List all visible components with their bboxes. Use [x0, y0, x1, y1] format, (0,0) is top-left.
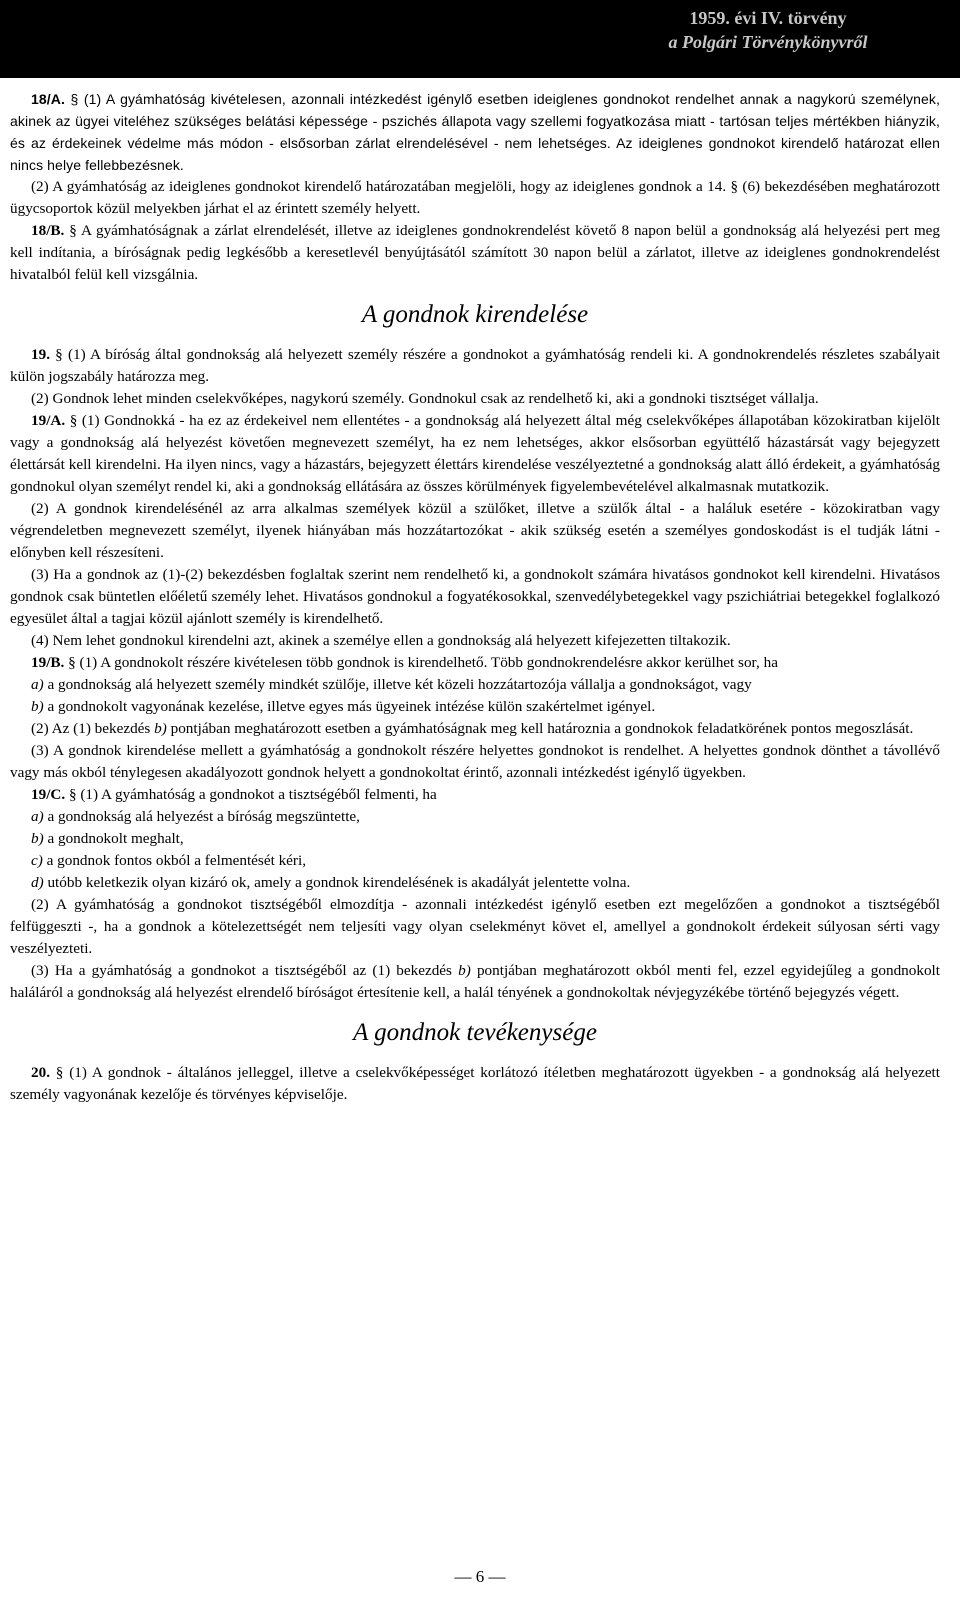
paragraph-text: (2) A gyámhatóság a gondnokot tisztségéből elmozdítja - azonnali intézkedést igénylő esetben ezt megelőzően a gondnokot a tisztségéből felfüggeszti -, ha a gondnok a kötelezettségét nem teljesíti vagy olyan cselekményt követ el, amellyel a gondnokolt érdekeit súlyosan sérti vagy veszélyezteti. [10, 896, 940, 957]
paragraph-text: pontjában meghatározott esetben a gyámhatóságnak meg kell határoznia a gondnokok feladatkörének pontos megoszlását. [166, 720, 914, 737]
paragraph-text: a gondnokság alá helyezett személy mindkét szülője, illetve két közeli hozzátartozója vállalja a gondnokságot, vagy [43, 676, 752, 693]
item-letter: b) [458, 962, 471, 979]
paragraph-text: (2) Az (1) bekezdés [31, 720, 155, 737]
law-title: 1959. évi IV. törvény [689, 8, 847, 28]
item-letter: a) [31, 676, 44, 693]
section-heading: A gondnok tevékenysége [353, 1019, 597, 1046]
document-header [0, 0, 960, 78]
section-number: 19/C. [31, 786, 66, 803]
paragraph [10, 652, 940, 674]
paragraph [10, 498, 940, 564]
section-number: 19/B. [31, 654, 65, 671]
paragraph-text: (3) A gondnok kirendelése mellett a gyámhatóság a gondnokolt részére helyettes gondnokot is rendelhet. A helyettes gondnok dönthet a távollévő vagy más okból ténylegesen akadályozott gondnok helyett a gondnokoltat érintő, azonnali intézkedést igénylő ügyekben. [10, 742, 940, 781]
paragraph-text: § (1) Gondnokká - ha ez az érdekeivel nem ellentétes - a gondnokság alá helyezett által még cselekvőképes állapotában közokiratban kijelölt vagy a gondnokság alá helyezést követően megnevezett személyt, ha ez nem lehetséges, akkor elsősorban együttélő házastársát vagy bejegyzett élettársát kell kirendelni. Ha ilyen nincs, vagy a házastárs, bejegyzett élettárs kirendelése veszélyeztetné a gondnokság alatt álló érdekeit, a gyámhatóság gondnokul olyan személyt rendel ki, aki a gondnokság ellátására az összes körülmények figyelembevételével alkalmasnak mutatkozik. [10, 412, 941, 495]
list-item [10, 828, 940, 850]
section-heading: A gondnok kirendelése [361, 301, 589, 328]
list-item [10, 806, 940, 828]
paragraph-text: (2) A gyámhatóság az ideiglenes gondnokot kirendelő határozatában megjelöli, hogy az ideiglenes gondnok a 14. § (6) bekezdésében meghatározott ügycsoportok közül melyekben járhat el az érintett személy helyett. [10, 178, 940, 217]
list-item [10, 872, 940, 894]
paragraph-text: (3) Ha a gondnok az (1)-(2) bekezdésben foglaltak szerint nem rendelhető ki, a gondnokolt számára hivatásos gondnokot kell kirendelni. Hivatásos gondnok csak büntetlen előéletű személy lehet. Hivatásos gondnokul a fogyatékosokkal, szenvedélybetegekkel vagy pszichiátriai betegekkel foglalkozó egyesület által a tagjai közül ajánlott személy is kirendelhető. [10, 566, 940, 627]
paragraph [10, 388, 940, 410]
paragraph-text: a gondnok fontos okból a felmentését kéri, [42, 852, 306, 869]
paragraph [10, 960, 940, 1004]
paragraph [10, 894, 940, 960]
paragraph [10, 176, 940, 220]
section-number: 19. [31, 346, 50, 363]
item-letter: b) [31, 830, 44, 847]
paragraph [10, 220, 940, 286]
paragraph [10, 740, 940, 784]
paragraph-text: pontjában meghatározott okból menti fel, ezzel egyidejűleg a gondnokolt haláláról a gondnokság alá helyezést elrendelő bíróságot értesítenie kell, a halál tényének a gondnokoltak névjegyzékébe történő bejegyzés végett. [10, 962, 940, 1001]
paragraph-text: a gondnokolt meghalt, [43, 830, 184, 847]
paragraph [10, 718, 940, 740]
paragraph [10, 630, 940, 652]
paragraph-text: (2) Gondnok lehet minden cselekvőképes, nagykorú személy. Gondnokul csak az rendelhető ki, aki a gondnoki tisztséget vállalja. [31, 390, 819, 407]
paragraph [10, 344, 940, 388]
paragraph-text: § (1) A gondnokolt részére kivételesen több gondnok is kirendelhető. Több gondnokrendelésre akkor kerülhet sor, ha [68, 654, 778, 671]
paragraph [10, 564, 940, 630]
list-item [10, 850, 940, 872]
paragraph [10, 88, 940, 176]
section-number: 20. [31, 1064, 50, 1081]
paragraph-text: (4) Nem lehet gondnokul kirendelni azt, akinek a személye ellen a gondnokság alá helyezett kifejezetten tiltakozik. [31, 632, 731, 649]
document-body [10, 88, 940, 1106]
page-number: — 6 — [454, 1567, 506, 1586]
item-letter: b) [154, 720, 167, 737]
paragraph [10, 1062, 940, 1106]
paragraph-text: utóbb keletkezik olyan kizáró ok, amely a gondnok kirendelésének is akadályát jelentette volna. [43, 874, 631, 891]
paragraph-text: (2) A gondnok kirendelésénél az arra alkalmas személyek közül a szülőket, illetve a szülők által - a haláluk esetére - közokiratban vagy végrendeletben megnevezett személyt, ilyenek hiányában más hozzátartozókat - akik szükség esetén a személyes gondoskodást is el tudják látni - előnyben kell részesíteni. [10, 500, 940, 561]
item-letter: d) [31, 874, 44, 891]
paragraph-text: a gondnokság alá helyezést a bíróság megszüntette, [43, 808, 360, 825]
section-number: 18/B. [31, 222, 65, 239]
law-subtitle: a Polgári Törvénykönyvről [668, 32, 868, 52]
paragraph-text: § (1) A gondnok - általános jelleggel, illetve a cselekvőképességet korlátozó ítéletben meghatározott ügyekben - a gondnokság alá helyezett személy vagyonának kezelője és törvényes képviselője. [10, 1064, 940, 1103]
paragraph-text: § A gyámhatóságnak a zárlat elrendelését, illetve az ideiglenes gondnokrendelést követő 8 napon belül a gondnokság alá helyezési pert meg kell indítania, a bíróságnak pedig legkésőbb a keresetlevél benyújtásától számított 30 napon belül a zárlatot, illetve az ideiglenes gondnokrendelést hivatalból felül kell vizsgálnia. [10, 222, 940, 283]
item-letter: c) [31, 852, 43, 869]
paragraph-text: a gondnokolt vagyonának kezelése, illetve egyes más ügyeinek intézése külön szakértelmet igényel. [43, 698, 656, 715]
paragraph [10, 410, 940, 498]
list-item [10, 674, 940, 696]
list-item [10, 696, 940, 718]
section-number: 19/A. [31, 412, 66, 429]
section-number: 18/A. [31, 91, 65, 107]
paragraph-text: § (1) A gyámhatóság a gondnokot a tisztségéből felmenti, ha [68, 786, 437, 803]
paragraph-text: § (1) A bíróság által gondnokság alá helyezett személy részére a gondnokot a gyámhatóság rendeli ki. A gondnokrendelés részletes szabályait külön jogszabály határozza meg. [10, 346, 941, 385]
item-letter: b) [31, 698, 44, 715]
paragraph-text: (3) Ha a gyámhatóság a gondnokot a tisztségéből az (1) bekezdés [31, 962, 459, 979]
item-letter: a) [31, 808, 44, 825]
header-title [618, 6, 918, 54]
paragraph-text: § (1) A gyámhatóság kivételesen, azonnali intézkedést igénylő esetben ideiglenes gondnokot rendelhet annak a nagykorú személynek, akinek az ügyei viteléhez szükséges belátási képessége - pszichés állapota vagy szellemi fogyatkozása miatt - tartósan teljes mértékben hiányzik, és az érdekeinek védelme más módon - elsősorban zárlat elrendelésével - nem lehetséges. Az ideiglenes gondnokot kirendelő határozat ellen nincs helye fellebbezésnek. [10, 91, 940, 173]
paragraph [10, 784, 940, 806]
